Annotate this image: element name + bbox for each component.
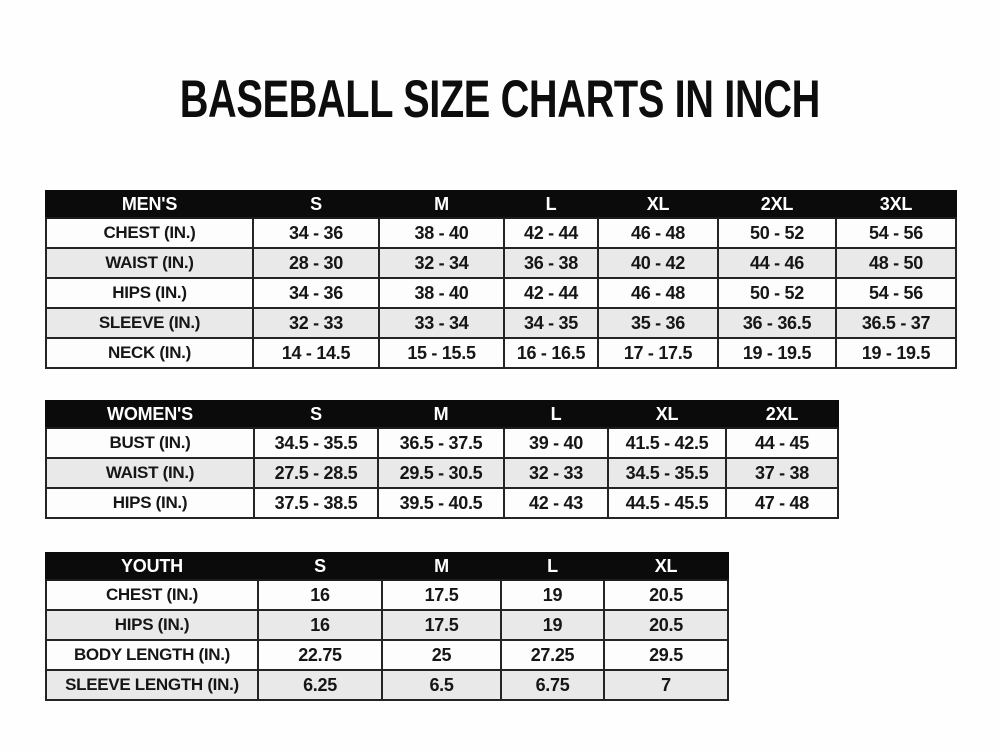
size-value: 33 - 34: [379, 308, 504, 338]
youth-col-s: S: [258, 553, 382, 580]
youth-header-row: [46, 553, 728, 580]
size-value: 36 - 38: [504, 248, 598, 278]
size-value: 6.25: [258, 670, 382, 700]
womens-col-m: M: [378, 401, 504, 428]
size-value: 15 - 15.5: [379, 338, 504, 368]
womens-size-table: [45, 400, 839, 519]
size-value: 42 - 43: [504, 488, 608, 518]
womens-col-xl: XL: [608, 401, 726, 428]
youth-col-l: L: [501, 553, 604, 580]
womens-row-hips: [46, 488, 838, 518]
size-value: 20.5: [604, 610, 728, 640]
mens-col-s: S: [253, 191, 379, 218]
size-value: 7: [604, 670, 728, 700]
size-value: 37.5 - 38.5: [254, 488, 378, 518]
size-value: 28 - 30: [253, 248, 379, 278]
size-value: 35 - 36: [598, 308, 718, 338]
row-label: CHEST (IN.): [46, 580, 258, 610]
womens-col-s: S: [254, 401, 378, 428]
size-value: 6.75: [501, 670, 604, 700]
size-value: 16: [258, 610, 382, 640]
size-value: 42 - 44: [504, 278, 598, 308]
size-value: 46 - 48: [598, 218, 718, 248]
page-title-text: BASEBALL SIZE CHARTS IN INCH: [179, 70, 821, 129]
mens-row-chest: [46, 218, 956, 248]
womens-row-bust: [46, 428, 838, 458]
size-value: 6.5: [382, 670, 501, 700]
row-label: HIPS (IN.): [46, 278, 253, 308]
size-value: 14 - 14.5: [253, 338, 379, 368]
size-value: 32 - 33: [253, 308, 379, 338]
row-label: HIPS (IN.): [46, 610, 258, 640]
size-value: 46 - 48: [598, 278, 718, 308]
size-value: 20.5: [604, 580, 728, 610]
size-value: 36.5 - 37: [836, 308, 956, 338]
youth-row-sleeve-length: [46, 670, 728, 700]
size-value: 48 - 50: [836, 248, 956, 278]
size-value: 44.5 - 45.5: [608, 488, 726, 518]
size-value: 41.5 - 42.5: [608, 428, 726, 458]
row-label: BODY LENGTH (IN.): [46, 640, 258, 670]
size-value: 50 - 52: [718, 218, 836, 248]
size-value: 38 - 40: [379, 218, 504, 248]
size-value: 34.5 - 35.5: [254, 428, 378, 458]
row-label: HIPS (IN.): [46, 488, 254, 518]
size-value: 32 - 34: [379, 248, 504, 278]
youth-table-title: YOUTH: [46, 553, 258, 580]
size-value: 27.5 - 28.5: [254, 458, 378, 488]
mens-col-xl: XL: [598, 191, 718, 218]
youth-row-hips: [46, 610, 728, 640]
row-label: BUST (IN.): [46, 428, 254, 458]
size-value: 34.5 - 35.5: [608, 458, 726, 488]
size-value: 16: [258, 580, 382, 610]
size-value: 29.5: [604, 640, 728, 670]
youth-col-xl: XL: [604, 553, 728, 580]
size-value: 36 - 36.5: [718, 308, 836, 338]
size-value: 39 - 40: [504, 428, 608, 458]
size-value: 34 - 35: [504, 308, 598, 338]
size-value: 37 - 38: [726, 458, 838, 488]
size-value: 25: [382, 640, 501, 670]
row-label: SLEEVE (IN.): [46, 308, 253, 338]
youth-col-m: M: [382, 553, 501, 580]
mens-header-row: [46, 191, 956, 218]
size-value: 44 - 45: [726, 428, 838, 458]
youth-row-chest: [46, 580, 728, 610]
size-value: 44 - 46: [718, 248, 836, 278]
mens-col-2xl: 2XL: [718, 191, 836, 218]
size-value: 17.5: [382, 580, 501, 610]
mens-row-neck: [46, 338, 956, 368]
mens-row-waist: [46, 248, 956, 278]
womens-row-waist: [46, 458, 838, 488]
womens-table-title: WOMEN'S: [46, 401, 254, 428]
size-value: 16 - 16.5: [504, 338, 598, 368]
size-value: 40 - 42: [598, 248, 718, 278]
row-label: CHEST (IN.): [46, 218, 253, 248]
size-value: 50 - 52: [718, 278, 836, 308]
size-value: 34 - 36: [253, 278, 379, 308]
row-label: SLEEVE LENGTH (IN.): [46, 670, 258, 700]
womens-col-l: L: [504, 401, 608, 428]
size-value: 22.75: [258, 640, 382, 670]
size-value: 54 - 56: [836, 218, 956, 248]
womens-header-row: [46, 401, 838, 428]
size-value: 17 - 17.5: [598, 338, 718, 368]
size-value: 19 - 19.5: [836, 338, 956, 368]
row-label: NECK (IN.): [46, 338, 253, 368]
size-value: 39.5 - 40.5: [378, 488, 504, 518]
size-value: 19: [501, 610, 604, 640]
size-value: 19 - 19.5: [718, 338, 836, 368]
mens-row-hips: [46, 278, 956, 308]
youth-row-body-length: [46, 640, 728, 670]
row-label: WAIST (IN.): [46, 458, 254, 488]
size-value: 36.5 - 37.5: [378, 428, 504, 458]
size-value: 29.5 - 30.5: [378, 458, 504, 488]
size-value: 47 - 48: [726, 488, 838, 518]
size-value: 38 - 40: [379, 278, 504, 308]
mens-col-3xl: 3XL: [836, 191, 956, 218]
size-value: 32 - 33: [504, 458, 608, 488]
size-value: 27.25: [501, 640, 604, 670]
size-value: 42 - 44: [504, 218, 598, 248]
mens-table-title: MEN'S: [46, 191, 253, 218]
mens-size-table: [45, 190, 957, 369]
size-value: 34 - 36: [253, 218, 379, 248]
youth-size-table: [45, 552, 729, 701]
mens-col-l: L: [504, 191, 598, 218]
size-value: 17.5: [382, 610, 501, 640]
mens-row-sleeve: [46, 308, 956, 338]
womens-col-2xl: 2XL: [726, 401, 838, 428]
mens-col-m: M: [379, 191, 504, 218]
size-value: 19: [501, 580, 604, 610]
page-title: [0, 69, 1000, 130]
row-label: WAIST (IN.): [46, 248, 253, 278]
size-value: 54 - 56: [836, 278, 956, 308]
